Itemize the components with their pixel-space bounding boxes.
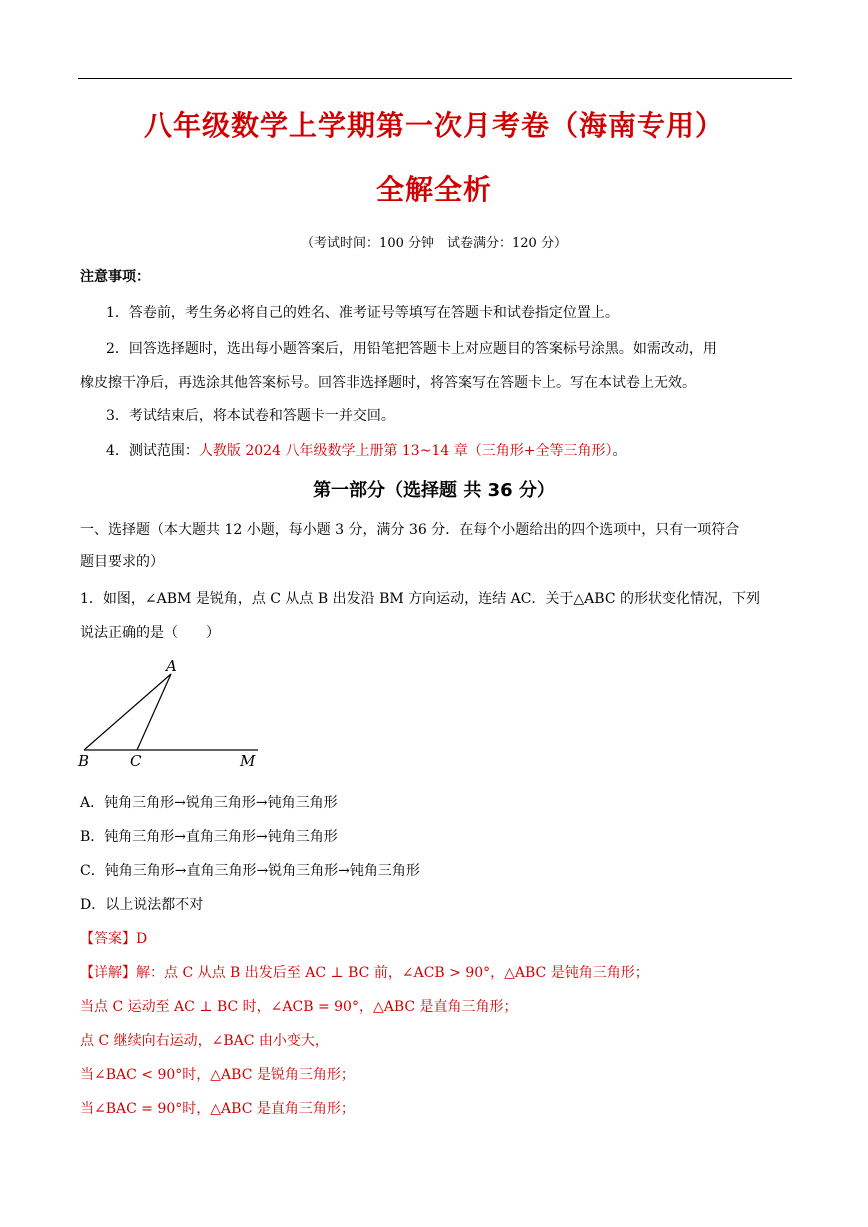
option-d: D．以上说法都不对 <box>80 897 204 913</box>
solution-line-1: 【详解】解：点 C 从点 B 出发后至 AC ⊥ BC 前，∠ACB > 90°，△ABC 是钝角三角形； <box>80 965 649 981</box>
solution-line-4: 当∠BAC < 90°时，△ABC 是锐角三角形； <box>80 1067 355 1083</box>
section-instruction-line1: 一、选择题（本大题共 12 小题，每小题 3 分，满分 36 分．在每个小题给出的四个选项中，只有一项符合 <box>80 522 740 538</box>
option-c: C．钝角三角形→直角三角形→锐角三角形→钝角三角形 <box>80 863 420 879</box>
option-b: B．钝角三角形→直角三角形→钝角三角形 <box>80 829 338 845</box>
question-1-stem-line2: 说法正确的是（ ） <box>80 625 220 641</box>
label-c: C <box>130 752 142 770</box>
notice-item-4-suffix: 。 <box>612 443 627 459</box>
exam-time-info: （考试时间：100 分钟 试卷满分：120 分） <box>301 236 567 251</box>
section-instruction-line2: 题目要求的） <box>80 554 164 570</box>
answer: 【答案】D <box>80 931 148 947</box>
notice-item-4-scope: 人教版 2024 八年级数学上册第 13~14 章（三角形+全等三角形） <box>198 443 613 459</box>
notice-item-3: 3．考试结束后，将本试卷和答题卡一并交回。 <box>106 408 395 424</box>
exam-title-sub: 全解全析 <box>375 173 492 206</box>
solution-line-3: 点 C 继续向右运动，∠BAC 由小变大， <box>80 1033 329 1049</box>
notice-item-1: 1．答卷前，考生务必将自己的姓名、准考证号等填写在答题卡和试卷指定位置上。 <box>106 305 619 321</box>
notice-item-2-line1: 2．回答选择题时，选出每小题答案后，用铅笔把答题卡上对应题目的答案标号涂黑。如需改动，用 <box>106 341 717 357</box>
solution-line-5: 当∠BAC = 90°时，△ABC 是直角三角形； <box>80 1101 355 1117</box>
notice-heading: 注意事项： <box>80 269 150 285</box>
notice-item-2-line2: 橡皮擦干净后，再选涂其他答案标号。回答非选择题时，将答案写在答题卡上。写在本试卷上无效。 <box>80 375 696 391</box>
label-m: M <box>240 752 256 770</box>
segment-ba <box>84 674 171 750</box>
triangle-figure <box>76 654 266 772</box>
notice-item-4-prefix: 4．测试范围： <box>106 443 199 459</box>
label-a: A <box>166 657 177 675</box>
question-1-stem-line1: 1．如图，∠ABM 是锐角，点 C 从点 B 出发沿 BM 方向运动，连结 AC．关于△ABC 的形状变化情况，下列 <box>80 591 761 607</box>
exam-title: 八年级数学上学期第一次月考卷（海南专用） <box>143 109 724 142</box>
notice-item-4 <box>106 440 626 460</box>
section-title: 第一部分（选择题 共 36 分） <box>313 480 555 501</box>
option-a: A．钝角三角形→锐角三角形→钝角三角形 <box>80 795 338 811</box>
solution-line-2: 当点 C 运动至 AC ⊥ BC 时，∠ACB = 90°，△ABC 是直角三角形； <box>80 999 518 1015</box>
top-rule <box>78 78 792 79</box>
segment-ca <box>137 674 171 750</box>
label-b: B <box>78 752 90 770</box>
